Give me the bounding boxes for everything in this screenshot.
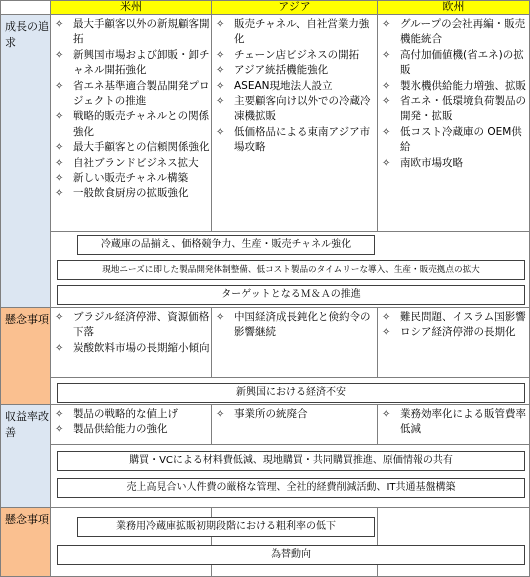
concerns-americas-list [51,308,211,356]
list-item: ✧ 事業所の統廃合 [216,407,377,422]
list-item: ✧ 主要顧客向け以外での冷蔵冷凍機拡販 [216,94,377,125]
list-item: ✧ 低コスト冷蔵庫の OEM供給 [382,125,529,156]
category-profitability: 収益率改善 [0,405,51,508]
profit-asia-cell [212,405,378,445]
profit-americas-list [51,405,211,438]
concerns2-bar-fx: 為替動向 [57,545,525,565]
list-item: ✧ 最大手顧客以外の新規顧客開拓 [55,17,211,48]
list-item: ✧ 低価格品による東南アジア市場攻略 [216,125,377,156]
header-americas: 米州 [51,0,212,15]
list-item: ✧ 販売チャネル、自社営業力強化 [216,17,377,48]
list-item: ✧ 省エネ基準適合製品開発プロジェクトの推進 [55,79,211,110]
profit-bar-cost-management: 売上高見合い人件費の厳格な管理、全社的経費削減活動、IT共通基盤構築 [57,478,525,498]
list-item: ✧ 中国経済成長鈍化と倹約令の影響継続 [216,310,377,341]
concerns-asia-cell [212,308,378,378]
category-concerns: 懸念事項 [0,308,51,405]
list-item: ✧ ロシア経済停滞の長期化 [382,325,529,340]
list-item: ✧ チェーン店ビジネスの開拓 [216,48,377,63]
list-item: ✧ 業務効率化による販管費率低減 [382,407,529,438]
list-item: ✧ 最大手顧客との信頼関係強化 [55,140,211,155]
list-item: ✧ 南欧市場攻略 [382,156,529,171]
list-item: ✧ 製品の戦略的な値上げ [55,407,211,422]
category-concerns-2: 懸念事項 [0,508,51,577]
growth-asia-cell [212,15,378,232]
list-item: ✧ グループの会社再編・販売機能統合 [382,17,529,48]
growth-bar-ma: ターゲットとなるＭ＆Ａの推進 [57,285,525,305]
list-item: ✧ ASEAN現地法人設立 [216,79,377,94]
growth-europe-cell [378,15,530,232]
profit-bar-procurement: 購買・VCによる材料費低減、現地購買・共同購買推進、原価情報の共有 [57,451,525,471]
list-item: ✧ 難民問題、イスラム国影響 [382,310,529,325]
concerns-americas-cell [51,308,212,378]
concerns-europe-list [378,308,529,341]
growth-bar-refrigerator: 冷蔵庫の品揃え、価格競争力、生産・販売チャネル強化 [77,235,375,255]
list-item: ✧ 高付加価値機(省エネ)の拡販 [382,48,529,79]
list-item: ✧ ブラジル経済停滞、資源価格下落 [55,310,211,341]
growth-asia-list [212,15,377,156]
header-corner [0,0,51,15]
list-item: ✧ 戦略的販売チャネルとの関係強化 [55,109,211,140]
growth-americas-cell [51,15,212,232]
header-europe: 欧州 [378,0,530,15]
list-item: ✧ 炭酸飲料市場の長期縮小傾向 [55,341,211,356]
growth-europe-list [378,15,529,171]
list-item: ✧ 省エネ・低環境負荷製品の開発・拡販 [382,94,529,125]
concerns2-europe-cell [378,508,530,577]
list-item: ✧ 製品供給能力の強化 [55,422,211,437]
growth-americas-list [51,15,211,202]
profit-asia-list [212,405,377,422]
profit-europe-cell [378,405,530,445]
list-item: ✧ 自社ブランドビジネス拡大 [55,156,211,171]
profit-americas-cell [51,405,212,445]
profit-europe-list [378,405,529,438]
concerns-asia-list [212,308,377,341]
list-item: ✧ 新興国市場および卸販・卸チャネル開拓強化 [55,48,211,79]
concerns-europe-cell [378,308,530,378]
list-item: ✧ 一般飲食厨房の拡販強化 [55,186,211,201]
list-item: ✧ 製氷機供給能力増強、拡販 [382,79,529,94]
list-item: ✧ 新しい販売チャネル構築 [55,171,211,186]
concerns2-bar-margin: 業務用冷蔵庫拡販初期段階における粗利率の低下 [77,517,375,537]
growth-bar-local-needs: 現地ニーズに即した製品開発体制整備、低コスト製品のタイムリーな導入、生産・販売拠点の拡大 [57,260,525,280]
header-asia: アジア [212,0,378,15]
category-growth: 成長の追求 [0,15,51,308]
concerns-bar-emerging: 新興国における経済不安 [57,383,525,403]
list-item: ✧ アジア統括機能強化 [216,63,377,78]
